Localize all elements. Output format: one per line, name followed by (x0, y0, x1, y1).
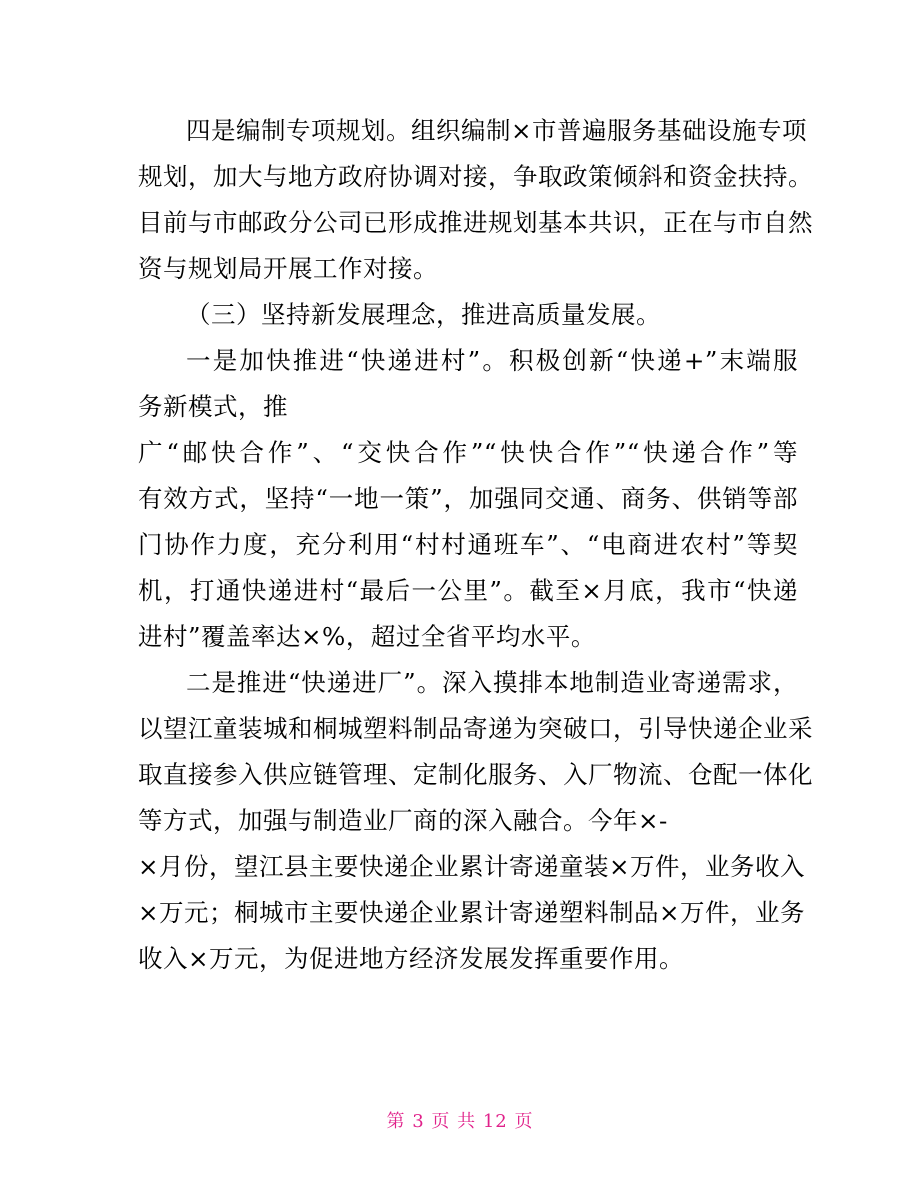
paragraph-line: 有效方式，坚持“一地一策”，加强同交通、商务、供销等部 (138, 484, 798, 513)
section-heading: （三）坚持新发展理念，推进高质量发展。 (186, 300, 661, 329)
paragraph-line: 收入×万元，为促进地方经济发展发挥重要作用。 (138, 944, 685, 973)
paragraph-line: 目前与市邮政分公司已形成推进规划基本共识，正在与市自然 (138, 208, 813, 237)
paragraph-line: 四是编制专项规划。组织编制×市普遍服务基础设施专项 (186, 116, 808, 145)
paragraph-line: 取直接参入供应链管理、定制化服务、入厂物流、仓配一体化 (138, 760, 813, 789)
paragraph-line: 机，打通快递进村“最后一公里”。截至×月底，我市“快递 (138, 576, 798, 605)
paragraph-line: ×万元；桐城市主要快递企业累计寄递塑料制品×万件，业务 (138, 898, 806, 927)
paragraph-line: 一是加快推进“快递进村”。积极创新“快递+”末端服 (186, 346, 798, 375)
paragraph-line: 务新模式，推 (138, 392, 288, 421)
paragraph-line: 资与规划局开展工作对接。 (138, 254, 438, 283)
paragraph-line: 门协作力度，充分利用“村村通班车”、“电商进农村”等契 (138, 530, 798, 559)
paragraph-line: 二是推进“快递进厂”。深入摸排本地制造业寄递需求， (186, 668, 798, 697)
paragraph-line: 以望江童装城和桐城塑料制品寄递为突破口，引导快递企业采 (138, 714, 813, 743)
paragraph-line: 进村”覆盖率达×%，超过全省平均水平。 (138, 622, 596, 651)
page-number-footer: 第 3 页 共 12 页 (386, 1111, 534, 1132)
document-body (138, 108, 813, 982)
paragraph-line: 广“邮快合作”、“交快合作”“快快合作”“快递合作”等 (138, 438, 798, 467)
paragraph-line: ×月份，望江县主要快递企业累计寄递童装×万件，业务收入 (138, 852, 806, 881)
paragraph-line: 等方式，加强与制造业厂商的深入融合。今年×- (138, 806, 668, 835)
paragraph-line: 规划，加大与地方政府协调对接，争取政策倾斜和资金扶持。 (138, 162, 813, 191)
